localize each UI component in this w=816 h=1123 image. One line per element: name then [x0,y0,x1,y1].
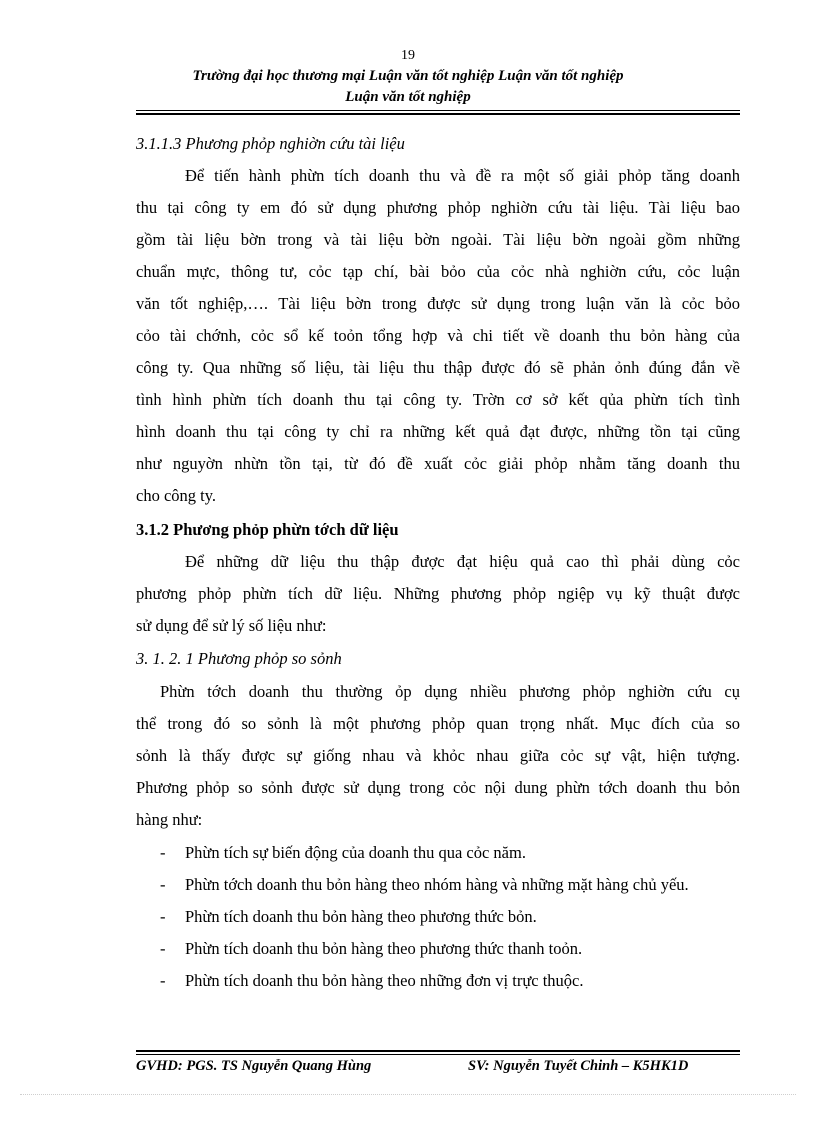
heading-3-1-2: 3.1.2 Phương phỏp phừn tớch dữ liệu [136,520,399,539]
paragraph-3-last-line: hàng như: [136,810,203,829]
header-title-line1: Trường đại học thương mại Luận văn tốt nghiệp Luận văn tốt nghiệp [192,68,624,84]
heading-3-1-1-3: 3.1.1.3 Phương phỏp nghiờn cứu tài liệu [136,134,405,153]
list-item: Phừn tích doanh thu bỏn hàng theo những đơn vị trực thuộc. [185,971,584,990]
heading-3-1-2-1: 3. 1. 2. 1 Phương phỏp so sỏnh [136,649,342,668]
bullet-marker: - [160,939,166,958]
footer-rule-thick [136,1050,740,1052]
page-bottom-border [20,1094,796,1095]
bullet-marker: - [160,907,166,926]
header-rule-thin [136,110,740,111]
paragraph-1-line: Để tiến hành phừn tích doanh thu và đề ra một số giải phỏp tăng doanh [185,166,740,185]
list-item: Phừn tích sự biến động của doanh thu qua cỏc năm. [185,843,526,862]
paragraph-2-line: phương phỏp phừn tích dữ liệu. Những phương phỏp ngiệp vụ kỹ thuật được [136,584,740,603]
paragraph-2-last-line: sử dụng để sử lý số liệu như: [136,616,327,635]
paragraph-3-line: sỏnh là thấy được sự giống nhau và khỏc nhau giữa cỏc sự vật, hiện tượng. [136,746,740,765]
paragraph-1-line: công ty. Qua những số liệu, tài liệu thu thập được đó sẽ phản ỏnh đúng đắn về [136,358,740,377]
paragraph-1-line: văn tốt nghiệp,…. Tài liệu bờn trong được sử dụng trong luận văn là cỏc bỏo [136,294,740,313]
paragraph-3-line: Phương phỏp so sỏnh được sử dụng trong cỏc nội dung phừn tớch doanh thu bỏn [136,778,740,797]
header-title-line2: Luận văn tốt nghiệp [345,89,471,105]
paragraph-1-last-line: cho công ty. [136,486,217,505]
paragraph-1-line: như nguyờn nhừn tồn tại, từ đó đề xuất cỏc giải phỏp nhằm tăng doanh thu [136,454,740,473]
paragraph-1-line: cỏo tài chớnh, cỏc sổ kế toỏn tổng hợp và chi tiết về doanh thu bỏn hàng của [136,326,740,345]
paragraph-3-line: thể trong đó so sỏnh là một phương phỏp quan trọng nhất. Mục đích của so [136,714,740,733]
paragraph-1-line: gồm tài liệu bờn trong và tài liệu bờn ngoài. Tài liệu bờn ngoài gồm những [136,230,740,249]
list-item: Phừn tớch doanh thu bỏn hàng theo nhóm hàng và những mặt hàng chủ yếu. [185,875,689,894]
bullet-marker: - [160,971,166,990]
header-rule-thick [136,113,740,115]
paragraph-3-line: Phừn tớch doanh thu thường ỏp dụng nhiều phương phỏp nghiờn cứu cụ [160,682,740,701]
paragraph-1-line: thu tại công ty em đó sử dụng phương phỏp nghiờn cứu tài liệu. Tài liệu bao [136,198,740,217]
footer-rule-thin [136,1054,740,1055]
paragraph-1-line: hình doanh thu tại công ty chỉ ra những kết quả đạt được, những tồn tại cũng [136,422,740,441]
bullet-marker: - [160,875,166,894]
paragraph-1-line: tình hình phừn tích doanh thu tại công ty. Trờn cơ sở kết qủa phừn tích tình [136,390,740,409]
footer-student: SV: Nguyễn Tuyết Chinh – K5HK1D [468,1058,689,1074]
page-number: 19 [401,48,415,63]
bullet-marker: - [160,843,166,862]
list-item: Phừn tích doanh thu bỏn hàng theo phương thức thanh toỏn. [185,939,583,958]
paragraph-1-line: chuẩn mực, thông tư, cỏc tạp chí, bài bỏo của cỏc nhà nghiờn cứu, cỏc luận [136,262,740,281]
footer-supervisor: GVHD: PGS. TS Nguyễn Quang Hùng [136,1058,372,1074]
list-item: Phừn tích doanh thu bỏn hàng theo phương thức bỏn. [185,907,537,926]
paragraph-2-line: Để những dữ liệu thu thập được đạt hiệu quả cao thì phải dùng cỏc [185,552,740,571]
